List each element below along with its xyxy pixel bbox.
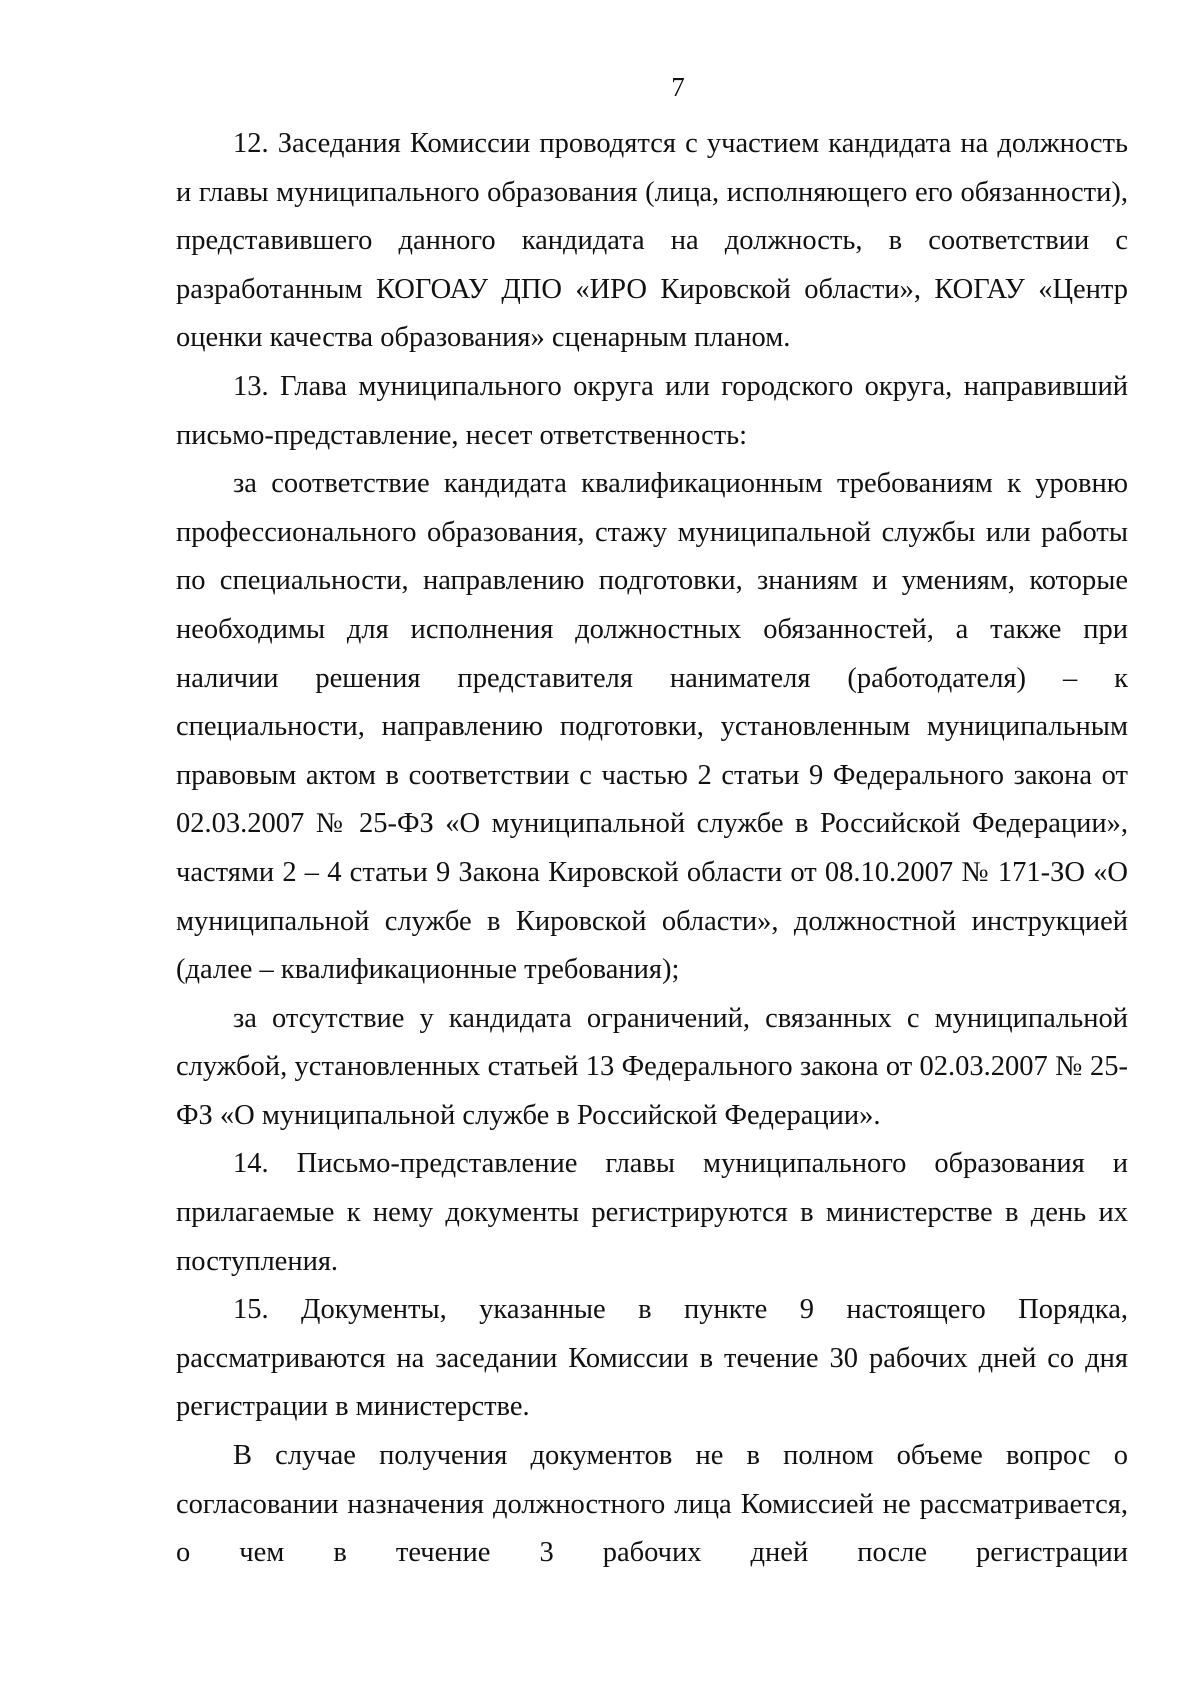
paragraph-12: 12. Заседания Комиссии проводятся с участием кандидата на должность и главы муниципального образования (лица, исполняющего его обязанности), представившего данного кандидата на должность, в соответствии с разработанным КОГОАУ ДПО «ИРО Кировской области», КОГАУ «Центр оценки качества образования» сценарным планом.	[176, 128, 1128, 354]
paragraph-responsibility-qualification: за соответствие кандидата квалификационным требованиям к уровню профессионального образования, стажу муниципальной службы или работы по специальности, направлению подготовки, знаниям и умениям, которые необходимы для исполнения должностных обязанностей, а также при наличии решения представителя нанимателя (работодателя) – к специальности, направлению подготовки, установленным муниципальным правовым актом в соответствии с частью 2 статьи 9 Федерального закона от 02.03.2007 № 25-ФЗ «О муниципальной службе в Российской Федерации», частями 2 – 4 статьи 9 Закона Кировской области от 08.10.2007 № 171-ЗО «О муниципальной службе в Кировской области», должностной инструкцией (далее – квалификационные требования);	[176, 468, 1128, 986]
document-body	[176, 120, 1128, 1578]
paragraph-15: 15. Документы, указанные в пункте 9 настоящего Порядка, рассматриваются на заседании Комиссии в течение 30 рабочих дней со дня регистрации в министерстве.	[176, 1294, 1128, 1423]
paragraph-incomplete-documents: В случае получения документов не в полном объеме вопрос о согласовании назначения должностного лица Комиссией не рассматривается, о чем в течение 3 рабочих дней после регистрации	[176, 1440, 1128, 1569]
paragraph-responsibility-restrictions: за отсутствие у кандидата ограничений, связанных с муниципальной службой, установленных статьей 13 Федерального закона от 02.03.2007 № 25-ФЗ «О муниципальной службе в Российской Федерации».	[176, 1002, 1128, 1131]
paragraph-14: 14. Письмо-представление главы муниципального образования и прилагаемые к нему документы регистрируются в министерстве в день их поступления.	[176, 1148, 1128, 1277]
page-number: 7	[671, 72, 685, 102]
paragraph-13: 13. Глава муниципального округа или городского округа, направивший письмо-представление, несет ответственность:	[176, 370, 1128, 451]
